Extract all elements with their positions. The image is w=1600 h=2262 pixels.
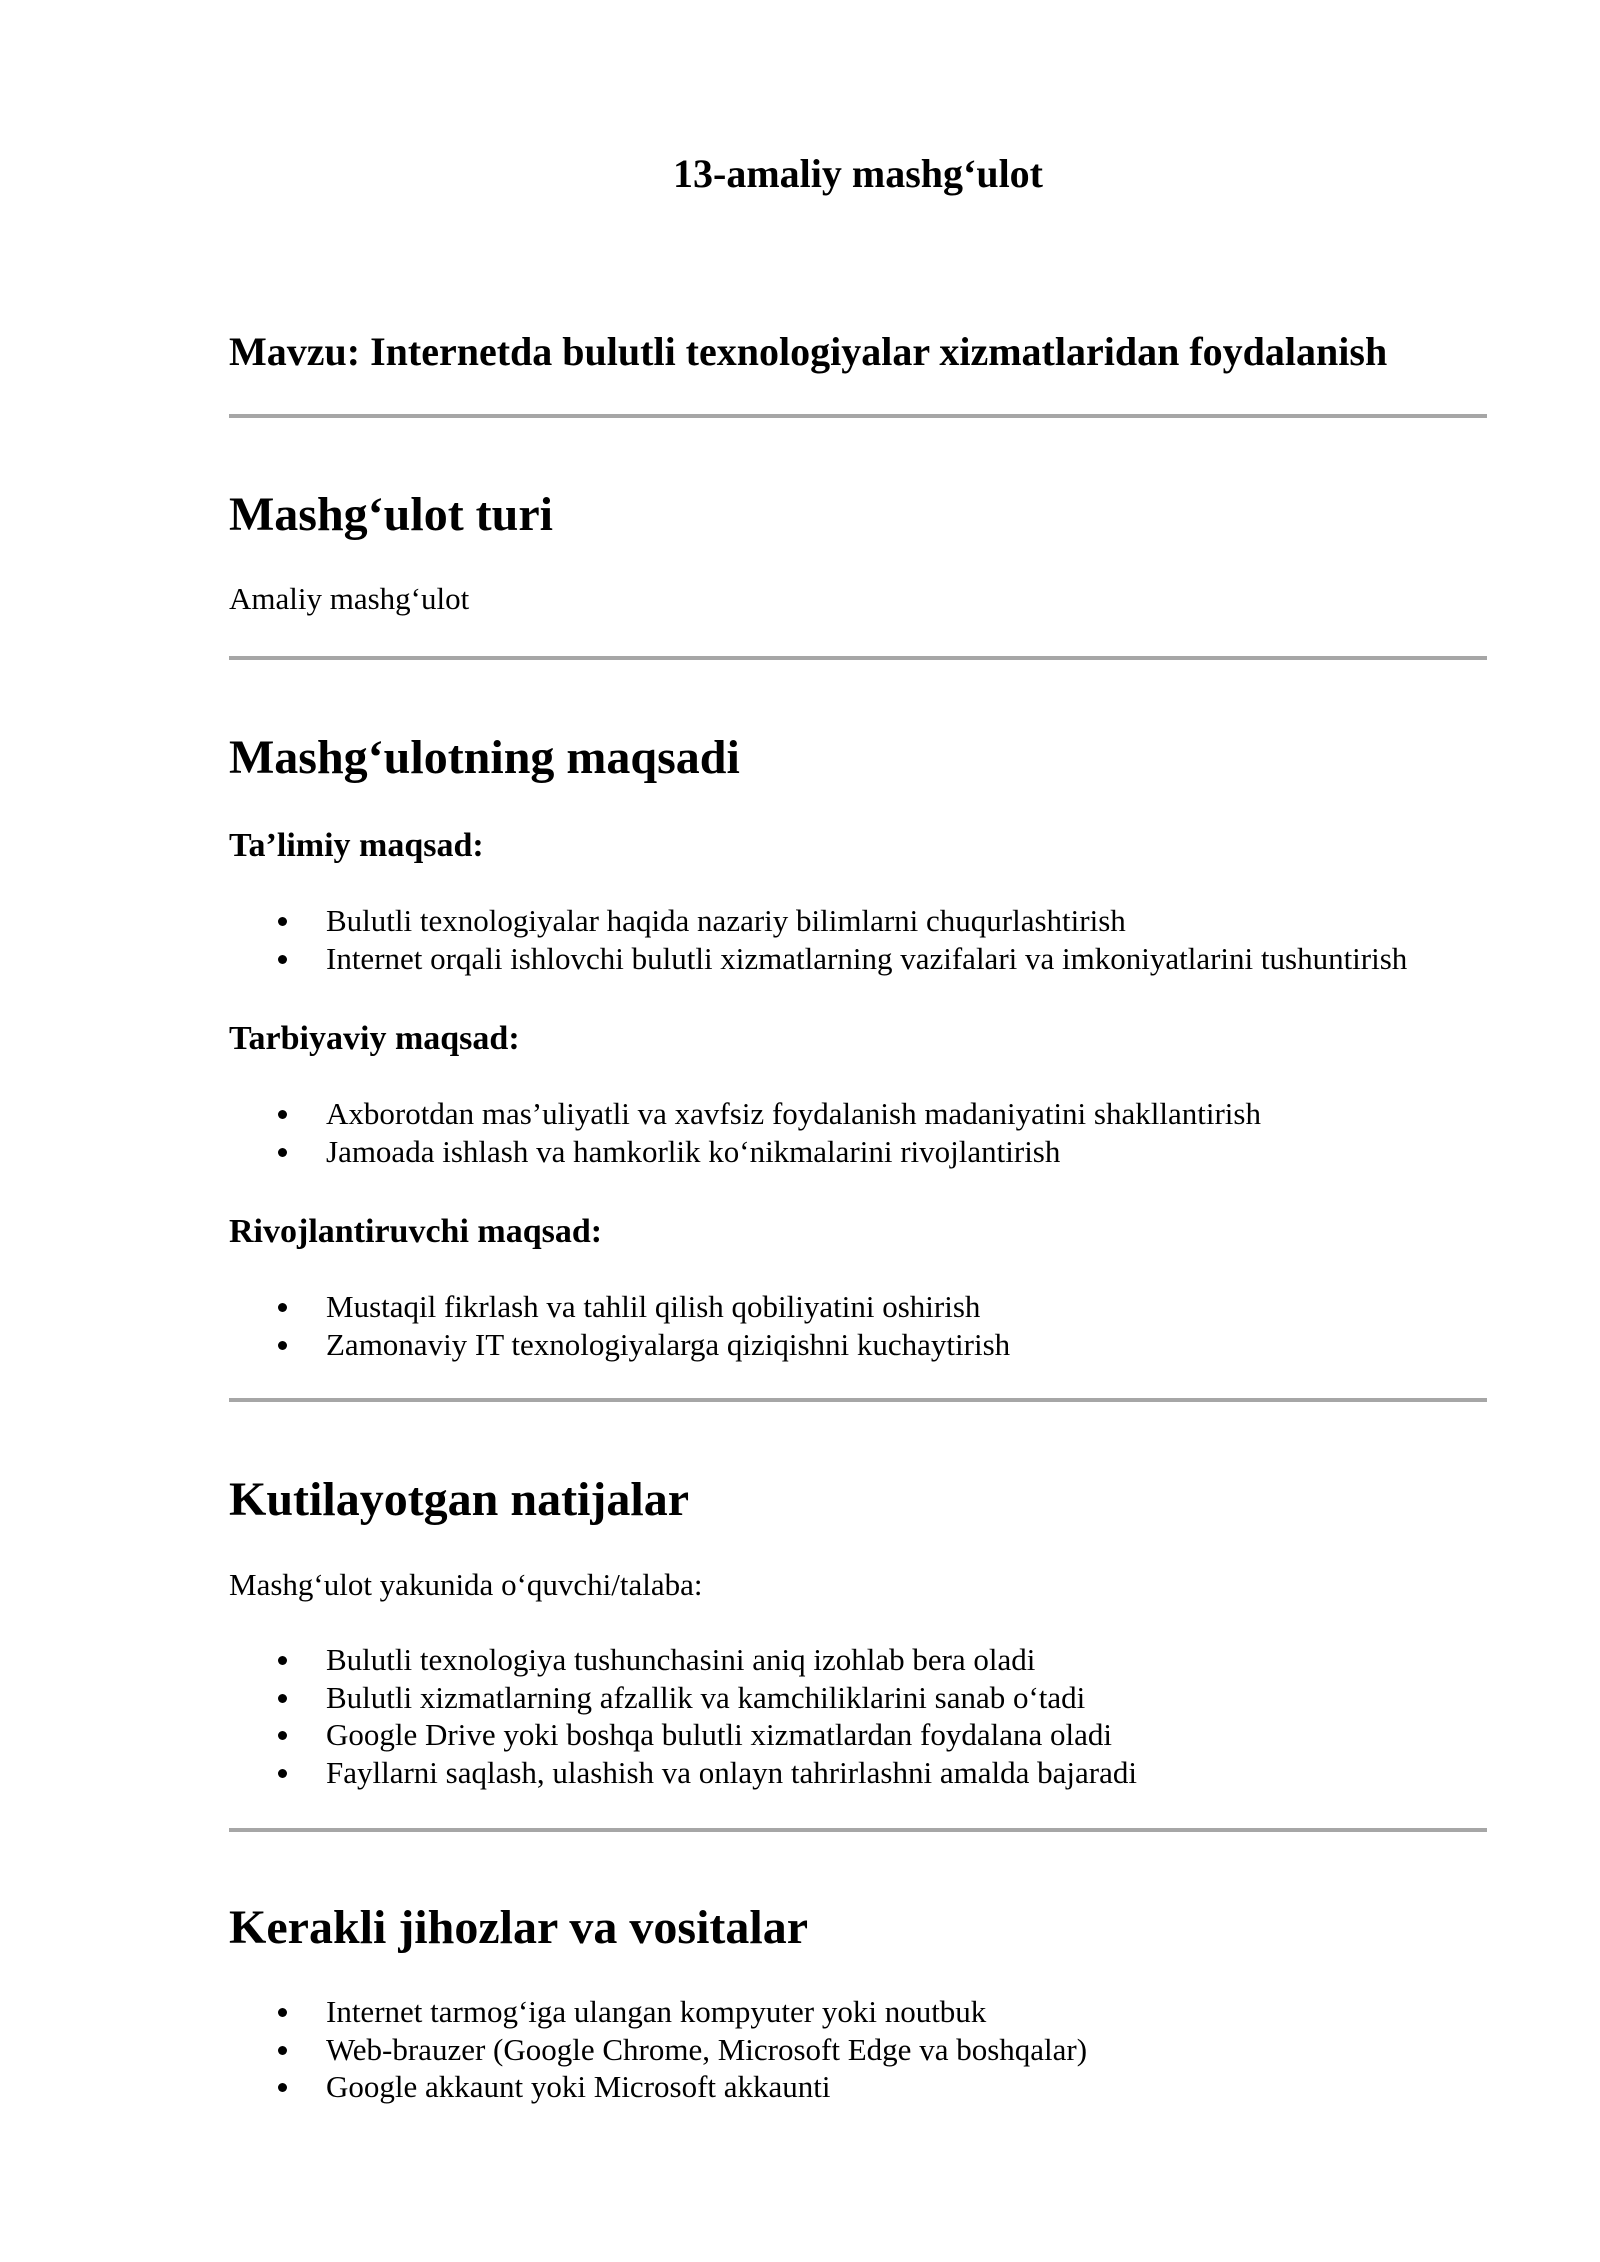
bullet-icon	[278, 1341, 287, 1350]
section-divider	[229, 656, 1487, 660]
bullet-icon	[278, 1303, 287, 1312]
bullet-icon	[278, 1769, 287, 1778]
section-divider	[229, 414, 1487, 418]
section-heading-results: Kutilayotgan natijalar	[229, 1473, 690, 1526]
list-item: Mustaqil fikrlash va tahlil qilish qobiliyatini oshirish	[229, 1288, 1010, 1326]
educational-goal-list	[229, 902, 1407, 977]
upbringing-goal-list	[229, 1095, 1261, 1170]
list-item: Bulutli xizmatlarning afzallik va kamchiliklarini sanab o‘tadi	[229, 1679, 1137, 1717]
list-item: Zamonaviy IT texnologiyalarga qiziqishni kuchaytirish	[229, 1326, 1010, 1364]
list-item: Internet orqali ishlovchi bulutli xizmatlarning vazifalari va imkoniyatlarini tushuntirish	[229, 940, 1407, 978]
section-heading-goals: Mashg‘ulotning maqsadi	[229, 731, 740, 784]
list-item: Google Drive yoki boshqa bulutli xizmatlardan foydalana oladi	[229, 1716, 1137, 1754]
list-item: Fayllarni saqlash, ulashish va onlayn tahrirlashni amalda bajaradi	[229, 1754, 1137, 1792]
bullet-icon	[278, 1148, 287, 1157]
results-list	[229, 1641, 1137, 1791]
bullet-icon	[278, 2046, 287, 2055]
bullet-icon	[278, 1656, 287, 1665]
document-title: 13-amaliy mashg‘ulot	[673, 151, 1043, 196]
bullet-icon	[278, 2083, 287, 2092]
topic-heading: Mavzu: Internetda bulutli texnologiyalar xizmatlaridan foydalanish	[229, 329, 1388, 374]
subheading-developmental-goal: Rivojlantiruvchi maqsad:	[229, 1213, 603, 1250]
subheading-educational-goal: Ta’limiy maqsad:	[229, 827, 484, 864]
developmental-goal-list	[229, 1288, 1010, 1363]
list-item: Bulutli texnologiyalar haqida nazariy bilimlarni chuqurlashtirish	[229, 902, 1407, 940]
results-intro: Mashg‘ulot yakunida o‘quvchi/talaba:	[229, 1567, 703, 1602]
bullet-icon	[278, 1731, 287, 1740]
section-heading-equipment: Kerakli jihozlar va vositalar	[229, 1901, 809, 1954]
equipment-list	[229, 1993, 1087, 2106]
bullet-icon	[278, 2008, 287, 2017]
subheading-upbringing-goal: Tarbiyaviy maqsad:	[229, 1020, 520, 1057]
list-item: Axborotdan mas’uliyatli va xavfsiz foydalanish madaniyatini shakllantirish	[229, 1095, 1261, 1133]
section-divider	[229, 1398, 1487, 1402]
list-item: Web-brauzer (Google Chrome, Microsoft Edge va boshqalar)	[229, 2031, 1087, 2069]
bullet-icon	[278, 1694, 287, 1703]
bullet-icon	[278, 917, 287, 926]
list-item: Jamoada ishlash va hamkorlik ko‘nikmalarini rivojlantirish	[229, 1133, 1261, 1171]
section-heading-type: Mashg‘ulot turi	[229, 488, 553, 541]
list-item: Bulutli texnologiya tushunchasini aniq izohlab bera oladi	[229, 1641, 1137, 1679]
section-divider	[229, 1828, 1487, 1832]
bullet-icon	[278, 1110, 287, 1119]
list-item: Internet tarmog‘iga ulangan kompyuter yoki noutbuk	[229, 1993, 1087, 2031]
type-text: Amaliy mashg‘ulot	[229, 581, 470, 616]
list-item: Google akkaunt yoki Microsoft akkaunti	[229, 2068, 1087, 2106]
bullet-icon	[278, 955, 287, 964]
